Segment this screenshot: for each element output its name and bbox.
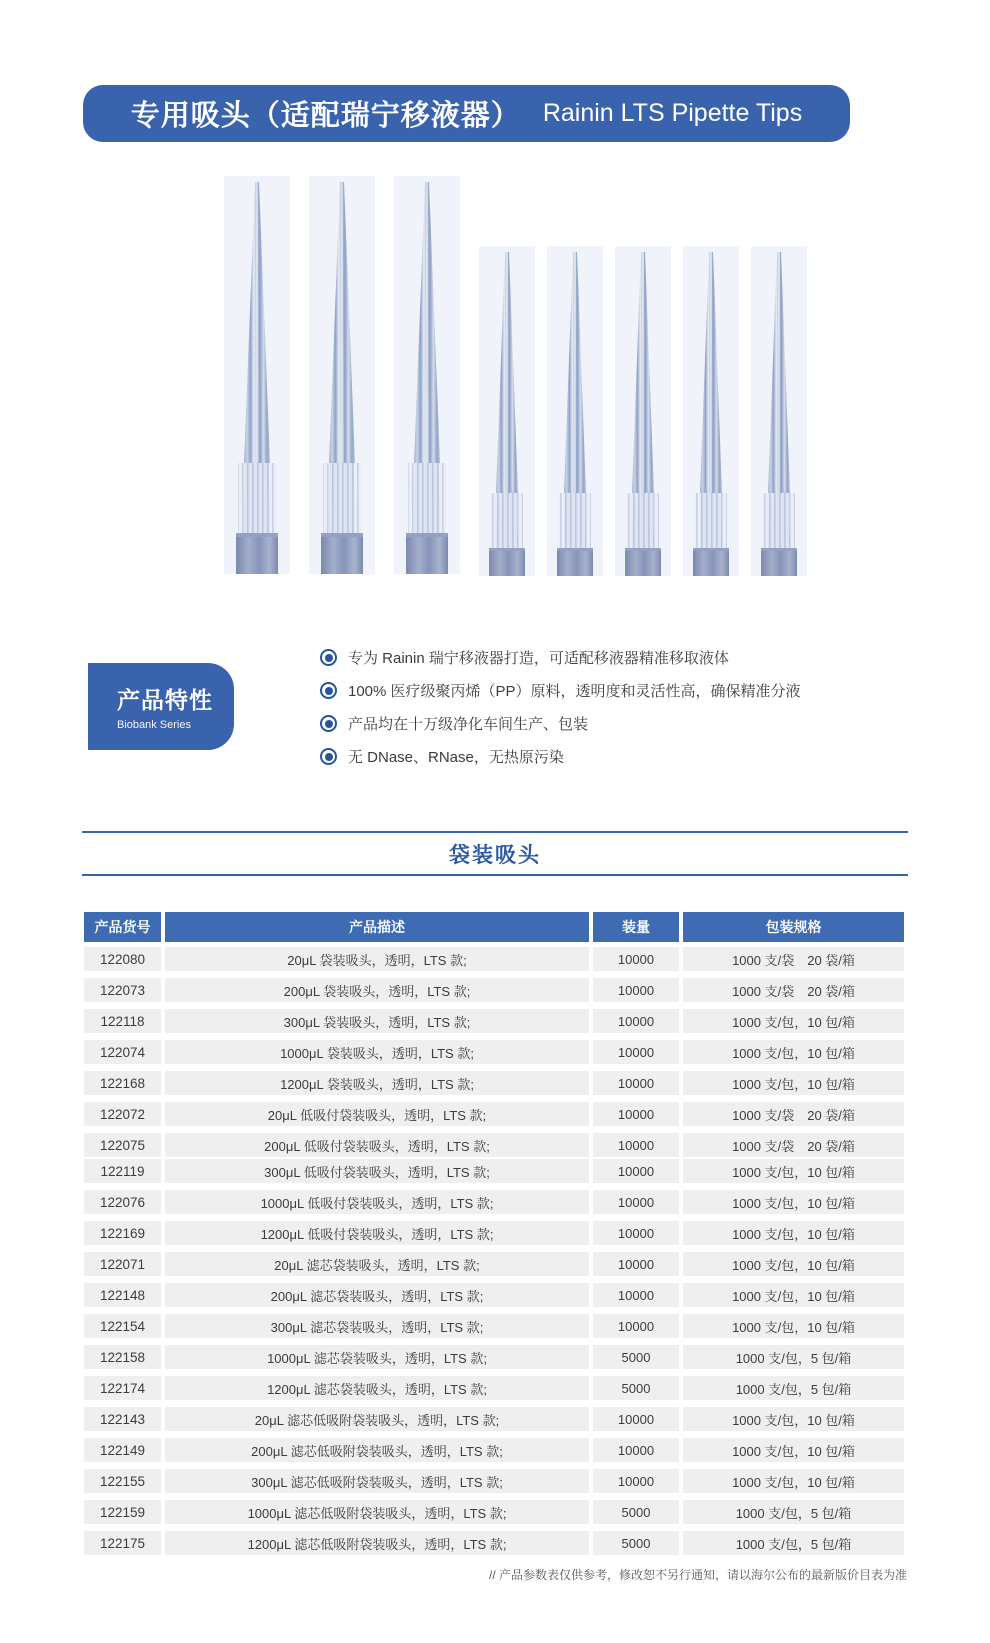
- fill-quantity: 10000: [593, 1469, 679, 1493]
- features-box: [88, 663, 234, 750]
- feature-item: [320, 707, 940, 740]
- features-box-subtitle: Biobank Series: [117, 719, 191, 731]
- product-code: 122154: [84, 1314, 161, 1338]
- product-description: 1000μL 滤芯低吸附袋装吸头，透明，LTS 款;: [165, 1500, 589, 1524]
- table-row: [84, 1469, 904, 1493]
- table-row: [84, 947, 904, 971]
- product-code: 122143: [84, 1407, 161, 1431]
- pipette-tip-small: [683, 246, 739, 576]
- packaging-spec: 1000 支/包，10 包/箱: [683, 1190, 904, 1214]
- product-description: 1000μL 袋装吸头，透明，LTS 款;: [165, 1040, 589, 1064]
- fill-quantity: 10000: [593, 1221, 679, 1245]
- product-description: 20μL 滤芯低吸附袋装吸头，透明，LTS 款;: [165, 1407, 589, 1431]
- column-header-product-code: 产品货号: [84, 912, 161, 942]
- feature-text: 产品均在十万级净化车间生产、包装: [348, 716, 589, 733]
- pipette-tip-small: [615, 246, 671, 576]
- table-row: [84, 978, 904, 1002]
- fill-quantity: 10000: [593, 1190, 679, 1214]
- table-row: [84, 1102, 904, 1126]
- feature-text: 100% 医疗级聚丙烯（PP）原料，透明度和灵活性高，确保精准分液: [348, 683, 801, 700]
- product-code: 122118: [84, 1009, 161, 1033]
- packaging-spec: 1000 支/包，10 包/箱: [683, 1221, 904, 1245]
- product-description: 200μL 低吸付袋装吸头，透明，LTS 款;: [165, 1133, 589, 1157]
- section-divider-bottom: [82, 874, 908, 876]
- pipette-tip-small: [547, 246, 603, 576]
- product-code: 122074: [84, 1040, 161, 1064]
- page-title-en: Rainin LTS Pipette Tips: [542, 99, 803, 127]
- product-code: 122169: [84, 1221, 161, 1245]
- product-code: 122080: [84, 947, 161, 971]
- product-code: 122155: [84, 1469, 161, 1493]
- table-row: [84, 1133, 904, 1157]
- product-code: 122073: [84, 978, 161, 1002]
- fill-quantity: 5000: [593, 1531, 679, 1555]
- product-description: 1200μL 低吸付袋装吸头，透明，LTS 款;: [165, 1221, 589, 1245]
- fill-quantity: 10000: [593, 1071, 679, 1095]
- packaging-spec: 1000 支/袋 20 袋/箱: [683, 947, 904, 971]
- product-code: 122076: [84, 1190, 161, 1214]
- fill-quantity: 5000: [593, 1376, 679, 1400]
- product-description: 20μL 袋装吸头，透明，LTS 款;: [165, 947, 589, 971]
- product-description: 300μL 滤芯低吸附袋装吸头，透明，LTS 款;: [165, 1469, 589, 1493]
- pipette-tip-small: [751, 246, 807, 576]
- fill-quantity: 10000: [593, 1407, 679, 1431]
- feature-item: [320, 641, 940, 674]
- product-description: 1200μL 滤芯袋装吸头，透明，LTS 款;: [165, 1376, 589, 1400]
- product-code: 122158: [84, 1345, 161, 1369]
- product-code: 122174: [84, 1376, 161, 1400]
- feature-item: [320, 674, 940, 707]
- fill-quantity: 10000: [593, 947, 679, 971]
- product-code: 122175: [84, 1531, 161, 1555]
- fill-quantity: 10000: [593, 1283, 679, 1307]
- fill-quantity: 10000: [593, 1009, 679, 1033]
- fill-quantity: 10000: [593, 1438, 679, 1462]
- product-code: 122072: [84, 1102, 161, 1126]
- table-row: [84, 1009, 904, 1033]
- fill-quantity: 10000: [593, 1102, 679, 1126]
- product-code: 122168: [84, 1071, 161, 1095]
- product-description: 1000μL 滤芯袋装吸头，透明，LTS 款;: [165, 1345, 589, 1369]
- product-code: 122148: [84, 1283, 161, 1307]
- product-description: 200μL 滤芯袋装吸头，透明，LTS 款;: [165, 1283, 589, 1307]
- features-box-title: 产品特性: [117, 687, 213, 713]
- table-row: [84, 1159, 904, 1183]
- packaging-spec: 1000 支/包，5 包/箱: [683, 1376, 904, 1400]
- section-title: 袋装吸头: [449, 844, 541, 867]
- packaging-spec: 1000 支/包，10 包/箱: [683, 1407, 904, 1431]
- feature-item: [320, 740, 940, 773]
- bullet-target-icon: [320, 748, 337, 765]
- fill-quantity: 10000: [593, 1159, 679, 1183]
- packaging-spec: 1000 支/包，5 包/箱: [683, 1345, 904, 1369]
- table-row: [84, 1314, 904, 1338]
- packaging-spec: 1000 支/袋 20 袋/箱: [683, 978, 904, 1002]
- product-code: 122149: [84, 1438, 161, 1462]
- packaging-spec: 1000 支/包，5 包/箱: [683, 1531, 904, 1555]
- column-header-description: 产品描述: [165, 912, 589, 942]
- fill-quantity: 5000: [593, 1500, 679, 1524]
- column-header-quantity: 装量: [593, 912, 679, 942]
- packaging-spec: 1000 支/包，10 包/箱: [683, 1252, 904, 1276]
- pipette-tip-large: [394, 176, 460, 574]
- bullet-target-icon: [320, 649, 337, 666]
- pipette-tip-large: [224, 176, 290, 574]
- product-description: 20μL 滤芯袋装吸头，透明，LTS 款;: [165, 1252, 589, 1276]
- column-header-packaging: 包装规格: [683, 912, 904, 942]
- packaging-spec: 1000 支/包，10 包/箱: [683, 1283, 904, 1307]
- product-description: 300μL 袋装吸头，透明，LTS 款;: [165, 1009, 589, 1033]
- product-description: 200μL 滤芯低吸附袋装吸头，透明，LTS 款;: [165, 1438, 589, 1462]
- product-description: 300μL 低吸付袋装吸头，透明，LTS 款;: [165, 1159, 589, 1183]
- table-row: [84, 1500, 904, 1524]
- features-list: [320, 641, 940, 773]
- product-table: [84, 912, 904, 1555]
- table-row: [84, 1190, 904, 1214]
- fill-quantity: 10000: [593, 978, 679, 1002]
- product-description: 1200μL 滤芯低吸附袋装吸头，透明，LTS 款;: [165, 1531, 589, 1555]
- table-row: [84, 1438, 904, 1462]
- packaging-spec: 1000 支/包，10 包/箱: [683, 1009, 904, 1033]
- feature-text: 无 DNase、RNase，无热原污染: [348, 749, 564, 766]
- product-description: 1000μL 低吸付袋装吸头，透明，LTS 款;: [165, 1190, 589, 1214]
- product-description: 300μL 滤芯袋装吸头，透明，LTS 款;: [165, 1314, 589, 1338]
- product-code: 122071: [84, 1252, 161, 1276]
- fill-quantity: 10000: [593, 1040, 679, 1064]
- product-description: 200μL 袋装吸头，透明，LTS 款;: [165, 978, 589, 1002]
- table-row: [84, 1071, 904, 1095]
- packaging-spec: 1000 支/袋 20 袋/箱: [683, 1102, 904, 1126]
- table-row: [84, 1221, 904, 1245]
- product-code: 122075: [84, 1133, 161, 1157]
- header-banner: [83, 85, 850, 142]
- bullet-target-icon: [320, 715, 337, 732]
- section-divider-top: [82, 831, 908, 833]
- product-code: 122159: [84, 1500, 161, 1524]
- packaging-spec: 1000 支/包，10 包/箱: [683, 1438, 904, 1462]
- table-row: [84, 1040, 904, 1064]
- pipette-tip-small: [479, 246, 535, 576]
- page-title-zh: 专用吸头（适配瑞宁移液器）: [130, 100, 521, 132]
- pipette-tips-image: [0, 168, 990, 580]
- bullet-target-icon: [320, 682, 337, 699]
- fill-quantity: 5000: [593, 1345, 679, 1369]
- table-header-row: [84, 912, 904, 942]
- packaging-spec: 1000 支/包，5 包/箱: [683, 1500, 904, 1524]
- product-code: 122119: [84, 1159, 161, 1183]
- table-row: [84, 1252, 904, 1276]
- product-description: 1200μL 袋装吸头，透明，LTS 款;: [165, 1071, 589, 1095]
- packaging-spec: 1000 支/包，10 包/箱: [683, 1071, 904, 1095]
- footer-disclaimer: // 产品参数表仅供参考，修改恕不另行通知，请以海尔公布的最新版价目表为准: [488, 1568, 907, 1582]
- table-body: [84, 947, 904, 1555]
- packaging-spec: 1000 支/包，10 包/箱: [683, 1314, 904, 1338]
- feature-text: 专为 Rainin 瑞宁移液器打造，可适配移液器精准移取液体: [348, 650, 729, 667]
- pipette-tip-large: [309, 176, 375, 574]
- packaging-spec: 1000 支/袋 20 袋/箱: [683, 1133, 904, 1157]
- product-description: 20μL 低吸付袋装吸头，透明，LTS 款;: [165, 1102, 589, 1126]
- table-row: [84, 1283, 904, 1307]
- table-row: [84, 1531, 904, 1555]
- fill-quantity: 10000: [593, 1314, 679, 1338]
- packaging-spec: 1000 支/包，10 包/箱: [683, 1040, 904, 1064]
- table-row: [84, 1376, 904, 1400]
- table-row: [84, 1407, 904, 1431]
- packaging-spec: 1000 支/包，10 包/箱: [683, 1159, 904, 1183]
- table-row: [84, 1345, 904, 1369]
- packaging-spec: 1000 支/包，10 包/箱: [683, 1469, 904, 1493]
- fill-quantity: 10000: [593, 1252, 679, 1276]
- fill-quantity: 10000: [593, 1133, 679, 1157]
